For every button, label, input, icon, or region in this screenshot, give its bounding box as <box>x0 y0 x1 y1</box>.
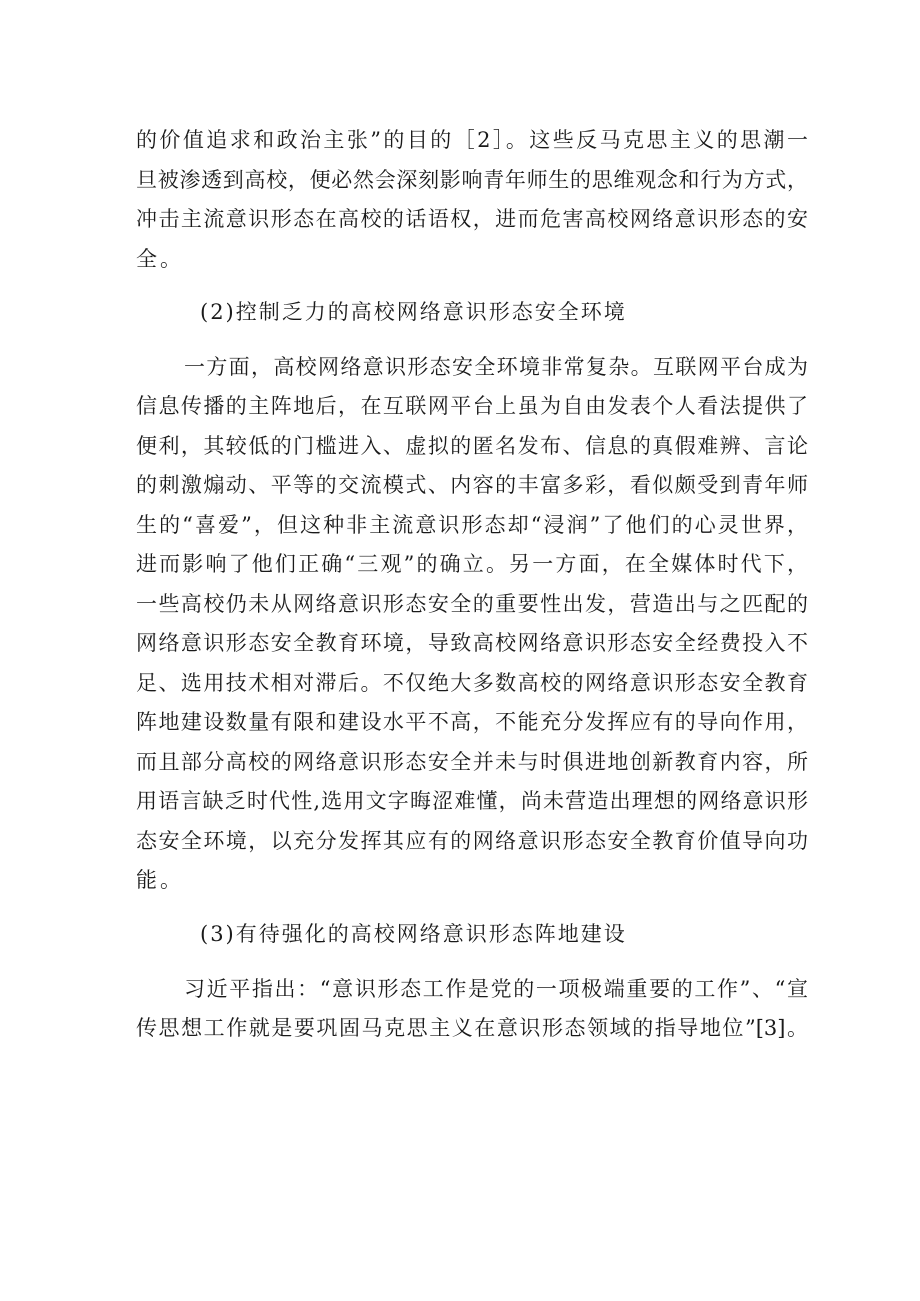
paragraph-line: 的刺激煽动、平等的交流模式、内容的丰富多彩，看似颇受到青年师 <box>136 473 808 497</box>
paragraph-line: 的价值追求和政治主张”的目的［2］。这些反马克思主义的思潮一 <box>136 128 808 152</box>
paragraph-line: 用语言缺乏时代性,选用文字晦涩难懂，尚未营造出理想的网络意识形 <box>136 789 808 813</box>
paragraph-line: 足、选用技术相对滞后。不仅绝大多数高校的网络意识形态安全教育 <box>136 671 808 695</box>
paragraph-line: 传思想工作就是要巩固马克思主义在意识形态领域的指导地位”[3]。 <box>136 1016 808 1040</box>
paragraph-line: 信息传播的主阵地后，在互联网平台上虽为自由发表个人看法提供了 <box>136 394 808 418</box>
paragraph-line: 进而影响了他们正确“三观”的确立。另一方面，在全媒体时代下， <box>136 552 808 576</box>
paragraph-line: 旦被渗透到高校，便必然会深刻影响青年师生的思维观念和行为方式， <box>136 168 808 192</box>
paragraph-line: 能。 <box>136 868 184 892</box>
paragraph-line: 而且部分高校的网络意识形态安全并未与时俱进地创新教育内容，所 <box>136 750 808 774</box>
paragraph-line: 冲击主流意识形态在高校的话语权，进而危害高校网络意识形态的安 <box>136 207 808 231</box>
section-heading-2: (2)控制乏力的高校网络意识形态安全环境 <box>200 300 627 324</box>
paragraph-line: 全。 <box>136 247 184 271</box>
section-heading-3: (3)有待强化的高校网络意识形态阵地建设 <box>200 922 627 946</box>
paragraph-line: 一些高校仍未从网络意识形态安全的重要性出发，营造出与之匹配的 <box>136 592 808 616</box>
paragraph-line: 态安全环境，以充分发挥其应有的网络意识形态安全教育价值导向功 <box>136 829 808 853</box>
paragraph-line: 习近平指出：“意识形态工作是党的一项极端重要的工作”、“宣 <box>184 977 808 1001</box>
paragraph-line: 网络意识形态安全教育环境，导致高校网络意识形态安全经费投入不 <box>136 631 808 655</box>
paragraph-line: 生的“喜爱”，但这种非主流意识形态却“浸润”了他们的心灵世界， <box>136 513 808 537</box>
paragraph-line: 阵地建设数量有限和建设水平不高，不能充分发挥应有的导向作用， <box>136 710 808 734</box>
paragraph-line: 一方面，高校网络意识形态安全环境非常复杂。互联网平台成为 <box>184 355 808 379</box>
paragraph-line: 便利，其较低的门槛进入、虚拟的匿名发布、信息的真假难辨、言论 <box>136 434 808 458</box>
